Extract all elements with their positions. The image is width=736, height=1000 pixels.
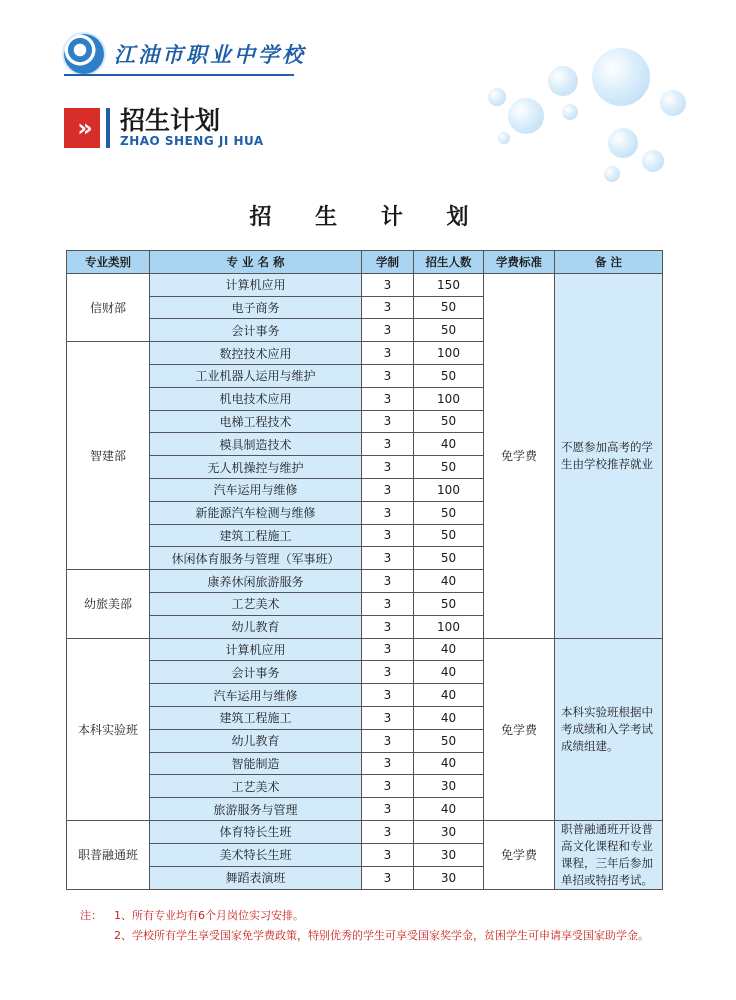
- count-cell: 40: [414, 433, 484, 456]
- count-cell: 50: [414, 456, 484, 479]
- years-cell: 3: [362, 296, 414, 319]
- years-cell: 3: [362, 319, 414, 342]
- count-cell: 40: [414, 638, 484, 661]
- count-cell: 40: [414, 706, 484, 729]
- major-name-cell: 汽车运用与维修: [150, 684, 362, 707]
- years-cell: 3: [362, 820, 414, 843]
- header-fee: 学费标准: [484, 251, 555, 274]
- count-cell: 40: [414, 798, 484, 821]
- major-name-cell: 会计事务: [150, 661, 362, 684]
- decor-bubble: [660, 90, 686, 116]
- count-cell: 30: [414, 820, 484, 843]
- major-name-cell: 机电技术应用: [150, 387, 362, 410]
- header-dept: 专业类别: [67, 251, 150, 274]
- note-cell: 不愿参加高考的学生由学校推荐就业: [555, 273, 663, 638]
- footnote-item: 2、学校所有学生享受国家免学费政策，特别优秀的学生可享受国家奖学金，贫困学生可申请享受国家助学金。: [114, 929, 649, 942]
- years-cell: 3: [362, 273, 414, 296]
- footnotes: [80, 906, 649, 946]
- footnote-item: 1、所有专业均有6个月岗位实习安排。: [114, 909, 304, 922]
- count-cell: 50: [414, 547, 484, 570]
- years-cell: 3: [362, 456, 414, 479]
- years-cell: 3: [362, 410, 414, 433]
- banner-title: 招生计划: [120, 106, 221, 135]
- decor-bubble: [604, 166, 620, 182]
- major-name-cell: 工艺美术: [150, 775, 362, 798]
- banner-text: [120, 108, 264, 148]
- years-cell: 3: [362, 706, 414, 729]
- years-cell: 3: [362, 433, 414, 456]
- years-cell: 3: [362, 661, 414, 684]
- header-divider: [64, 74, 294, 76]
- count-cell: 40: [414, 661, 484, 684]
- years-cell: 3: [362, 775, 414, 798]
- school-name: 江油市职业中学校: [114, 42, 306, 67]
- note-cell: 职普融通班开设普高文化课程和专业课程，三年后参加单招或特招考试。: [555, 820, 663, 889]
- decor-bubble: [608, 128, 638, 158]
- fee-cell: 免学费: [484, 638, 555, 820]
- count-cell: 50: [414, 319, 484, 342]
- count-cell: 50: [414, 296, 484, 319]
- major-name-cell: 工艺美术: [150, 592, 362, 615]
- double-chevron-icon: »: [64, 108, 100, 148]
- years-cell: 3: [362, 798, 414, 821]
- years-cell: 3: [362, 501, 414, 524]
- major-name-cell: 幼儿教育: [150, 729, 362, 752]
- count-cell: 30: [414, 775, 484, 798]
- header-note: 备 注: [555, 251, 663, 274]
- decor-bubble: [562, 104, 578, 120]
- years-cell: 3: [362, 729, 414, 752]
- dept-cell: 信财部: [67, 273, 150, 341]
- major-name-cell: 无人机操控与维护: [150, 456, 362, 479]
- count-cell: 40: [414, 752, 484, 775]
- banner-subtitle: ZHAO SHENG JI HUA: [120, 134, 264, 148]
- decor-bubble: [592, 48, 650, 106]
- years-cell: 3: [362, 547, 414, 570]
- header-major: 专 业 名 称: [150, 251, 362, 274]
- count-cell: 50: [414, 501, 484, 524]
- table-row: [67, 820, 663, 843]
- major-name-cell: 建筑工程施工: [150, 524, 362, 547]
- major-name-cell: 休闲体育服务与管理（军事班）: [150, 547, 362, 570]
- major-name-cell: 计算机应用: [150, 638, 362, 661]
- count-cell: 100: [414, 342, 484, 365]
- page-title: 招 生 计 划: [249, 205, 487, 230]
- count-cell: 30: [414, 866, 484, 889]
- years-cell: 3: [362, 570, 414, 593]
- section-banner: [64, 108, 264, 148]
- years-cell: 3: [362, 524, 414, 547]
- header-count: 招生人数: [414, 251, 484, 274]
- dept-cell: 本科实验班: [67, 638, 150, 820]
- school-logo-icon: [64, 34, 104, 74]
- count-cell: 100: [414, 478, 484, 501]
- dept-cell: 职普融通班: [67, 820, 150, 889]
- major-name-cell: 建筑工程施工: [150, 706, 362, 729]
- major-name-cell: 体育特长生班: [150, 820, 362, 843]
- major-name-cell: 数控技术应用: [150, 342, 362, 365]
- decor-bubble: [642, 150, 664, 172]
- count-cell: 30: [414, 843, 484, 866]
- count-cell: 150: [414, 273, 484, 296]
- major-name-cell: 工业机器人运用与维护: [150, 364, 362, 387]
- major-name-cell: 汽车运用与维修: [150, 478, 362, 501]
- count-cell: 40: [414, 570, 484, 593]
- count-cell: 100: [414, 387, 484, 410]
- years-cell: 3: [362, 638, 414, 661]
- dept-cell: 幼旅美部: [67, 570, 150, 638]
- table-row: [67, 638, 663, 661]
- years-cell: 3: [362, 752, 414, 775]
- major-name-cell: 新能源汽车检测与维修: [150, 501, 362, 524]
- years-cell: 3: [362, 684, 414, 707]
- major-name-cell: 幼儿教育: [150, 615, 362, 638]
- table-header-row: [67, 251, 663, 274]
- count-cell: 50: [414, 364, 484, 387]
- major-name-cell: 智能制造: [150, 752, 362, 775]
- decor-bubble: [488, 88, 506, 106]
- decor-bubble: [508, 98, 544, 134]
- enrollment-plan-table: [66, 250, 663, 890]
- major-name-cell: 会计事务: [150, 319, 362, 342]
- decor-bubble: [548, 66, 578, 96]
- fee-cell: 免学费: [484, 273, 555, 638]
- count-cell: 50: [414, 524, 484, 547]
- major-name-cell: 模具制造技术: [150, 433, 362, 456]
- years-cell: 3: [362, 364, 414, 387]
- years-cell: 3: [362, 592, 414, 615]
- major-name-cell: 舞蹈表演班: [150, 866, 362, 889]
- years-cell: 3: [362, 478, 414, 501]
- banner-divider: [106, 108, 110, 148]
- count-cell: 100: [414, 615, 484, 638]
- major-name-cell: 电子商务: [150, 296, 362, 319]
- years-cell: 3: [362, 615, 414, 638]
- major-name-cell: 计算机应用: [150, 273, 362, 296]
- dept-cell: 智建部: [67, 342, 150, 570]
- fee-cell: 免学费: [484, 820, 555, 889]
- count-cell: 40: [414, 684, 484, 707]
- years-cell: 3: [362, 387, 414, 410]
- table-row: [67, 273, 663, 296]
- years-cell: 3: [362, 866, 414, 889]
- years-cell: 3: [362, 342, 414, 365]
- school-header: [64, 34, 306, 74]
- years-cell: 3: [362, 843, 414, 866]
- decor-bubble: [498, 132, 510, 144]
- footnote-label: 注：: [80, 909, 102, 922]
- count-cell: 50: [414, 729, 484, 752]
- major-name-cell: 康养休闲旅游服务: [150, 570, 362, 593]
- major-name-cell: 电梯工程技术: [150, 410, 362, 433]
- major-name-cell: 旅游服务与管理: [150, 798, 362, 821]
- major-name-cell: 美术特长生班: [150, 843, 362, 866]
- header-years: 学制: [362, 251, 414, 274]
- count-cell: 50: [414, 410, 484, 433]
- count-cell: 50: [414, 592, 484, 615]
- note-cell: 本科实验班根据中考成绩和入学考试成绩组建。: [555, 638, 663, 820]
